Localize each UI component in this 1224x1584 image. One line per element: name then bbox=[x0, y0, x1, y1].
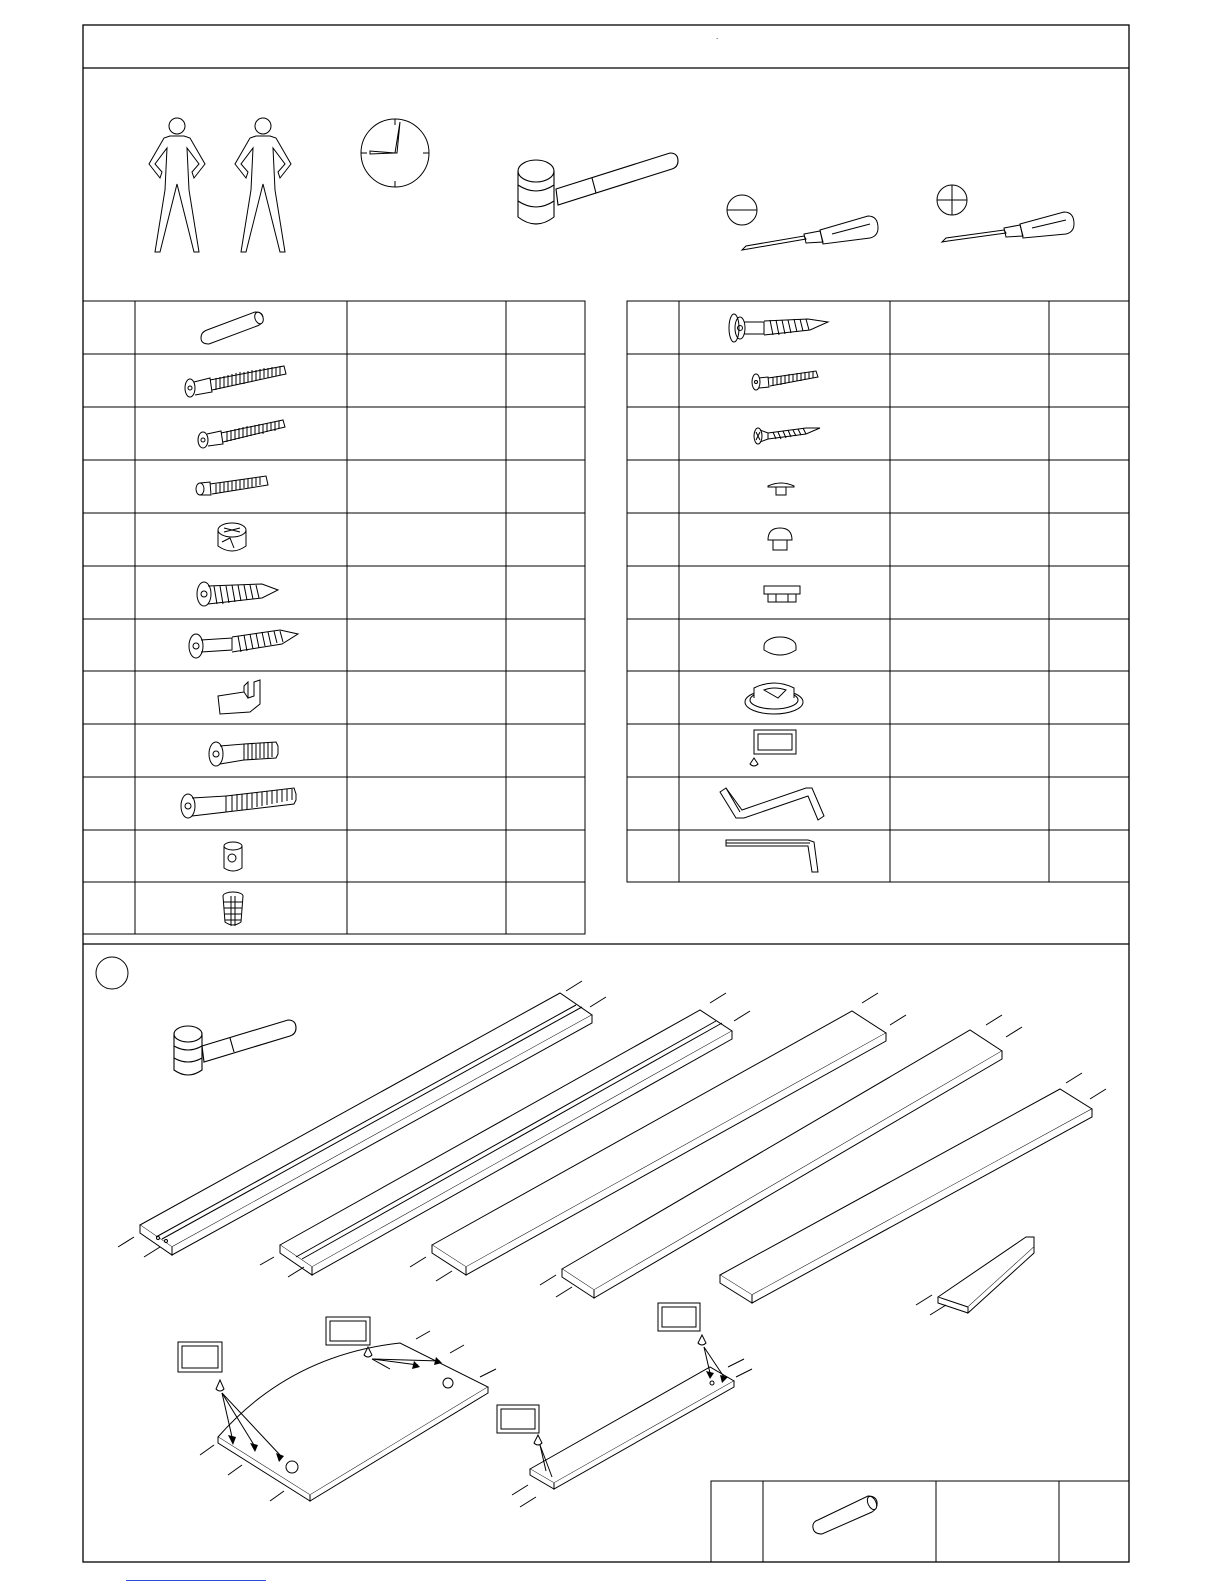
footer-link[interactable] bbox=[126, 1566, 266, 1581]
wood-dowel-icon bbox=[806, 1490, 886, 1536]
header-mark: . bbox=[716, 32, 719, 41]
